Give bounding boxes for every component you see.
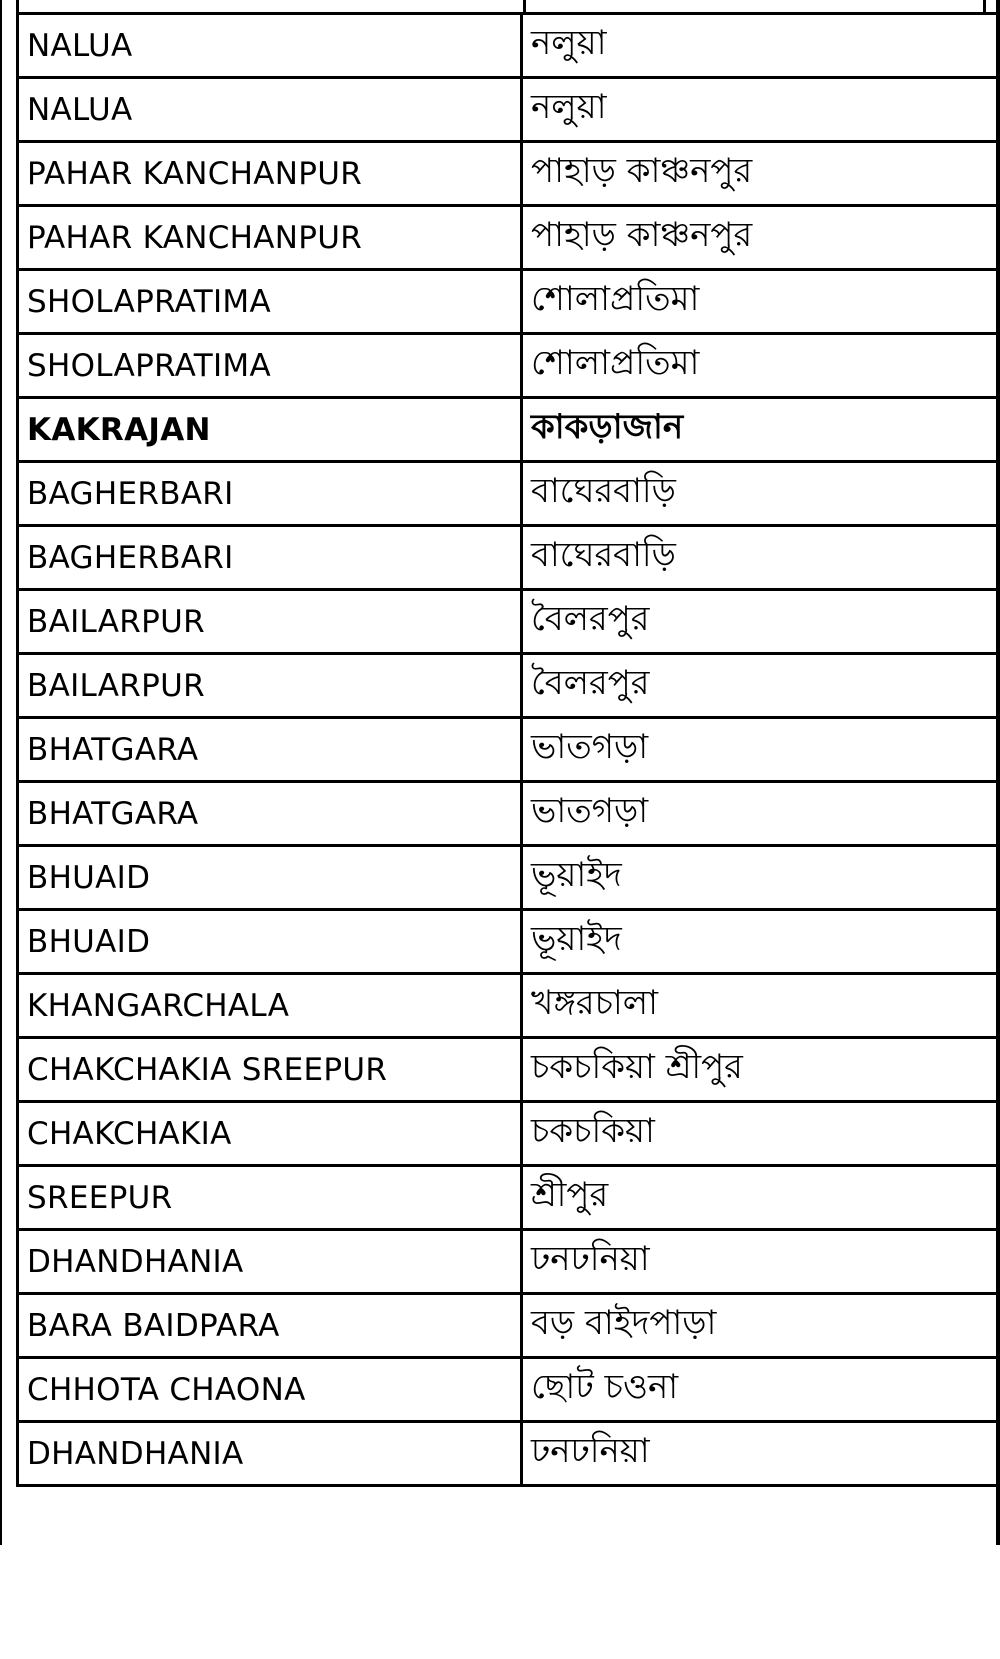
table-row: [18, 654, 1000, 718]
table-row: [18, 1038, 1000, 1102]
table-row: [18, 1294, 1000, 1358]
bengali-name-cell: ঢনঢনিয়া: [522, 1230, 1000, 1294]
page-left-border: [0, 0, 2, 1545]
english-name-cell: DHANDHANIA: [18, 1230, 522, 1294]
table-border-stub: [16, 0, 19, 12]
english-name-cell: BAGHERBARI: [18, 462, 522, 526]
table-row: [18, 846, 1000, 910]
place-names-table: [16, 12, 1000, 1487]
table-row: [18, 1230, 1000, 1294]
bengali-name-cell: ঢনঢনিয়া: [522, 1422, 1000, 1486]
table-border-stub: [983, 0, 986, 12]
table-border-stub: [523, 0, 526, 12]
bengali-name-cell: চকচকিয়া: [522, 1102, 1000, 1166]
table-row: [18, 1422, 1000, 1486]
bengali-name-cell: চকচকিয়া শ্রীপুর: [522, 1038, 1000, 1102]
table-row: [18, 14, 1000, 78]
bengali-name-cell: বাঘেরবাড়ি: [522, 462, 1000, 526]
table-row: [18, 590, 1000, 654]
table-row: [18, 718, 1000, 782]
bengali-name-cell: পাহাড় কাঞ্চনপুর: [522, 142, 1000, 206]
english-name-cell: BHATGARA: [18, 718, 522, 782]
table-row: [18, 974, 1000, 1038]
english-name-cell: BHUAID: [18, 910, 522, 974]
bengali-name-cell: ভাতগড়া: [522, 718, 1000, 782]
table-row: [18, 334, 1000, 398]
bengali-name-cell: বড় বাইদপাড়া: [522, 1294, 1000, 1358]
bengali-name-cell: বাঘেরবাড়ি: [522, 526, 1000, 590]
english-name-cell: BAILARPUR: [18, 590, 522, 654]
table-row: [18, 398, 1000, 462]
bengali-name-cell: বৈলরপুর: [522, 654, 1000, 718]
english-name-cell: BARA BAIDPARA: [18, 1294, 522, 1358]
table-row: [18, 462, 1000, 526]
bengali-name-cell: বৈলরপুর: [522, 590, 1000, 654]
table-row: [18, 270, 1000, 334]
bengali-name-cell: শোলাপ্রতিমা: [522, 270, 1000, 334]
place-names-body: [18, 14, 1000, 1486]
table-row: [18, 1166, 1000, 1230]
english-name-cell: BAILARPUR: [18, 654, 522, 718]
english-name-cell: NALUA: [18, 78, 522, 142]
bengali-name-cell: ভূয়াইদ: [522, 910, 1000, 974]
table-row: [18, 910, 1000, 974]
table-row: [18, 1102, 1000, 1166]
bengali-name-cell: শোলাপ্রতিমা: [522, 334, 1000, 398]
english-name-cell: SHOLAPRATIMA: [18, 334, 522, 398]
english-name-cell: SHOLAPRATIMA: [18, 270, 522, 334]
english-name-cell: DHANDHANIA: [18, 1422, 522, 1486]
english-name-cell: PAHAR KANCHANPUR: [18, 142, 522, 206]
bengali-name-cell: পাহাড় কাঞ্চনপুর: [522, 206, 1000, 270]
english-name-cell: KHANGARCHALA: [18, 974, 522, 1038]
english-name-cell: KAKRAJAN: [18, 398, 522, 462]
table-row: [18, 78, 1000, 142]
english-name-cell: SREEPUR: [18, 1166, 522, 1230]
bengali-name-cell: নলুয়া: [522, 14, 1000, 78]
table-row: [18, 782, 1000, 846]
english-name-cell: CHAKCHAKIA SREEPUR: [18, 1038, 522, 1102]
english-name-cell: PAHAR KANCHANPUR: [18, 206, 522, 270]
bengali-name-cell: শ্রীপুর: [522, 1166, 1000, 1230]
table-row: [18, 526, 1000, 590]
bengali-name-cell: ভূয়াইদ: [522, 846, 1000, 910]
table-row: [18, 1358, 1000, 1422]
bengali-name-cell: খঙ্গরচালা: [522, 974, 1000, 1038]
bengali-name-cell: কাকড়াজান: [522, 398, 1000, 462]
english-name-cell: BAGHERBARI: [18, 526, 522, 590]
table-row: [18, 206, 1000, 270]
english-name-cell: NALUA: [18, 14, 522, 78]
bengali-name-cell: নলুয়া: [522, 78, 1000, 142]
table-row: [18, 142, 1000, 206]
english-name-cell: BHATGARA: [18, 782, 522, 846]
english-name-cell: CHAKCHAKIA: [18, 1102, 522, 1166]
bengali-name-cell: ভাতগড়া: [522, 782, 1000, 846]
bengali-name-cell: ছোট চওনা: [522, 1358, 1000, 1422]
english-name-cell: CHHOTA CHAONA: [18, 1358, 522, 1422]
english-name-cell: BHUAID: [18, 846, 522, 910]
